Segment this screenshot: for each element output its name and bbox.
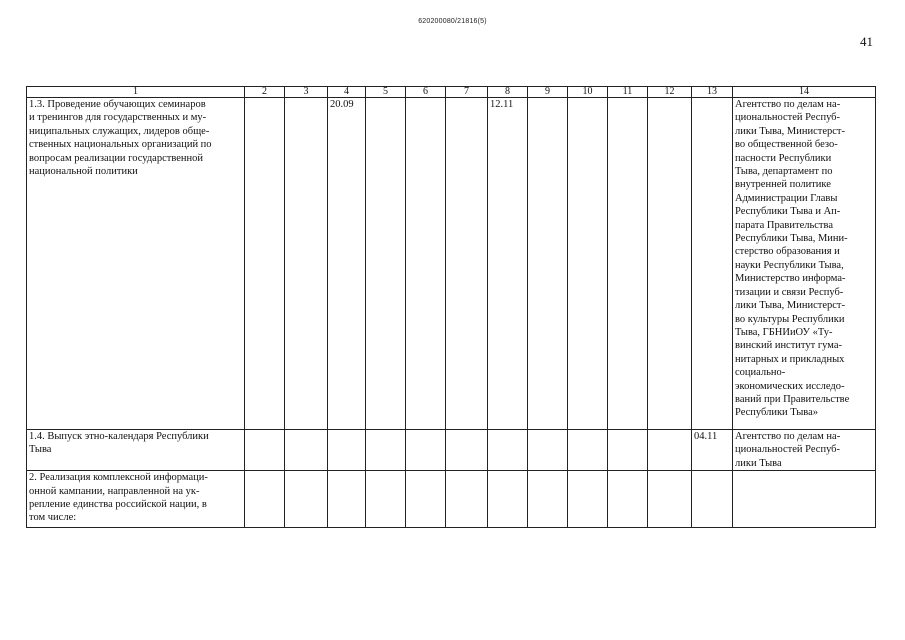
- task-cell: [27, 430, 245, 471]
- task-text: 1.3. Проведение обучающих семинаров и тренингов для государственных и му- ниципальных служащих, лидеров обще- ственных национальных организаций по вопросам реализации государственной национальной политики: [29, 99, 212, 178]
- empty-cell: [245, 430, 285, 471]
- empty-cell: [366, 471, 406, 528]
- column-header: 7: [446, 87, 488, 98]
- responsible-org-text: Агентство по делам на- циональностей Респуб- лики Тыва, Министерст- во общественной безо- пасности Республики Тыва, департамент по внутренней политике Администрации Главы Республики Тыва и Ап- парата Правительства Республики Тыва, Мини- стерство образования и науки Республики Тыва, Министерство информа- тизации и связи Респуб- лики Тыва, Министерст- во культуры Республики Тыва, ГБНИиОУ «Ту- винский институт гума- нитарных и прикладных социально- экономических исследо- ваний при Правительстве Республики Тыва»: [735, 99, 850, 419]
- empty-cell: [446, 471, 488, 528]
- empty-cell: [366, 98, 406, 430]
- empty-cell: [568, 430, 608, 471]
- date-cell: [692, 98, 733, 430]
- table-row: [27, 430, 876, 471]
- column-header: 14: [733, 87, 876, 98]
- empty-cell: [568, 471, 608, 528]
- empty-cell: [608, 430, 648, 471]
- responsible-org-text: Агентство по делам на- циональностей Респуб- лики Тыва: [735, 431, 841, 469]
- empty-cell: [285, 471, 328, 528]
- responsible-org-cell: [733, 430, 876, 471]
- date-cell: 12.11: [488, 98, 528, 430]
- empty-cell: [366, 430, 406, 471]
- empty-cell: [648, 430, 692, 471]
- empty-cell: [528, 98, 568, 430]
- column-header: 2: [245, 87, 285, 98]
- empty-cell: [648, 98, 692, 430]
- column-number-row: [27, 87, 876, 98]
- column-header: 10: [568, 87, 608, 98]
- date-cell: [692, 471, 733, 528]
- empty-cell: [406, 471, 446, 528]
- empty-cell: [608, 98, 648, 430]
- column-header: 12: [648, 87, 692, 98]
- empty-cell: [245, 471, 285, 528]
- empty-cell: [285, 98, 328, 430]
- document-id: 620200080/21816(5): [418, 18, 487, 25]
- empty-cell: [528, 471, 568, 528]
- date-cell: 04.11: [692, 430, 733, 471]
- date-cell: [488, 471, 528, 528]
- responsible-org-cell: [733, 471, 876, 528]
- empty-cell: [446, 430, 488, 471]
- task-cell: [27, 98, 245, 430]
- empty-cell: [285, 430, 328, 471]
- empty-cell: [648, 471, 692, 528]
- date-cell: [328, 471, 366, 528]
- table-row: [27, 471, 876, 528]
- column-header: 5: [366, 87, 406, 98]
- column-header: 1: [27, 87, 245, 98]
- page-number: 41: [860, 34, 873, 49]
- column-header: 8: [488, 87, 528, 98]
- date-cell: [488, 430, 528, 471]
- empty-cell: [245, 98, 285, 430]
- task-text: 2. Реализация комплексной информаци- онной кампании, направленной на ук- репление единства российской нации, в том числе:: [29, 472, 208, 524]
- column-header: 11: [608, 87, 648, 98]
- task-cell: [27, 471, 245, 528]
- table-row: [27, 98, 876, 430]
- date-cell: [328, 430, 366, 471]
- empty-cell: [568, 98, 608, 430]
- empty-cell: [608, 471, 648, 528]
- column-header: 13: [692, 87, 733, 98]
- column-header: 9: [528, 87, 568, 98]
- column-header: 3: [285, 87, 328, 98]
- plan-table: [26, 86, 876, 528]
- empty-cell: [446, 98, 488, 430]
- task-text: 1.4. Выпуск этно-календаря Республики Тыва: [29, 431, 209, 456]
- date-cell: 20.09: [328, 98, 366, 430]
- empty-cell: [528, 430, 568, 471]
- empty-cell: [406, 98, 446, 430]
- empty-cell: [406, 430, 446, 471]
- column-header: 4: [328, 87, 366, 98]
- responsible-org-cell: [733, 98, 876, 430]
- column-header: 6: [406, 87, 446, 98]
